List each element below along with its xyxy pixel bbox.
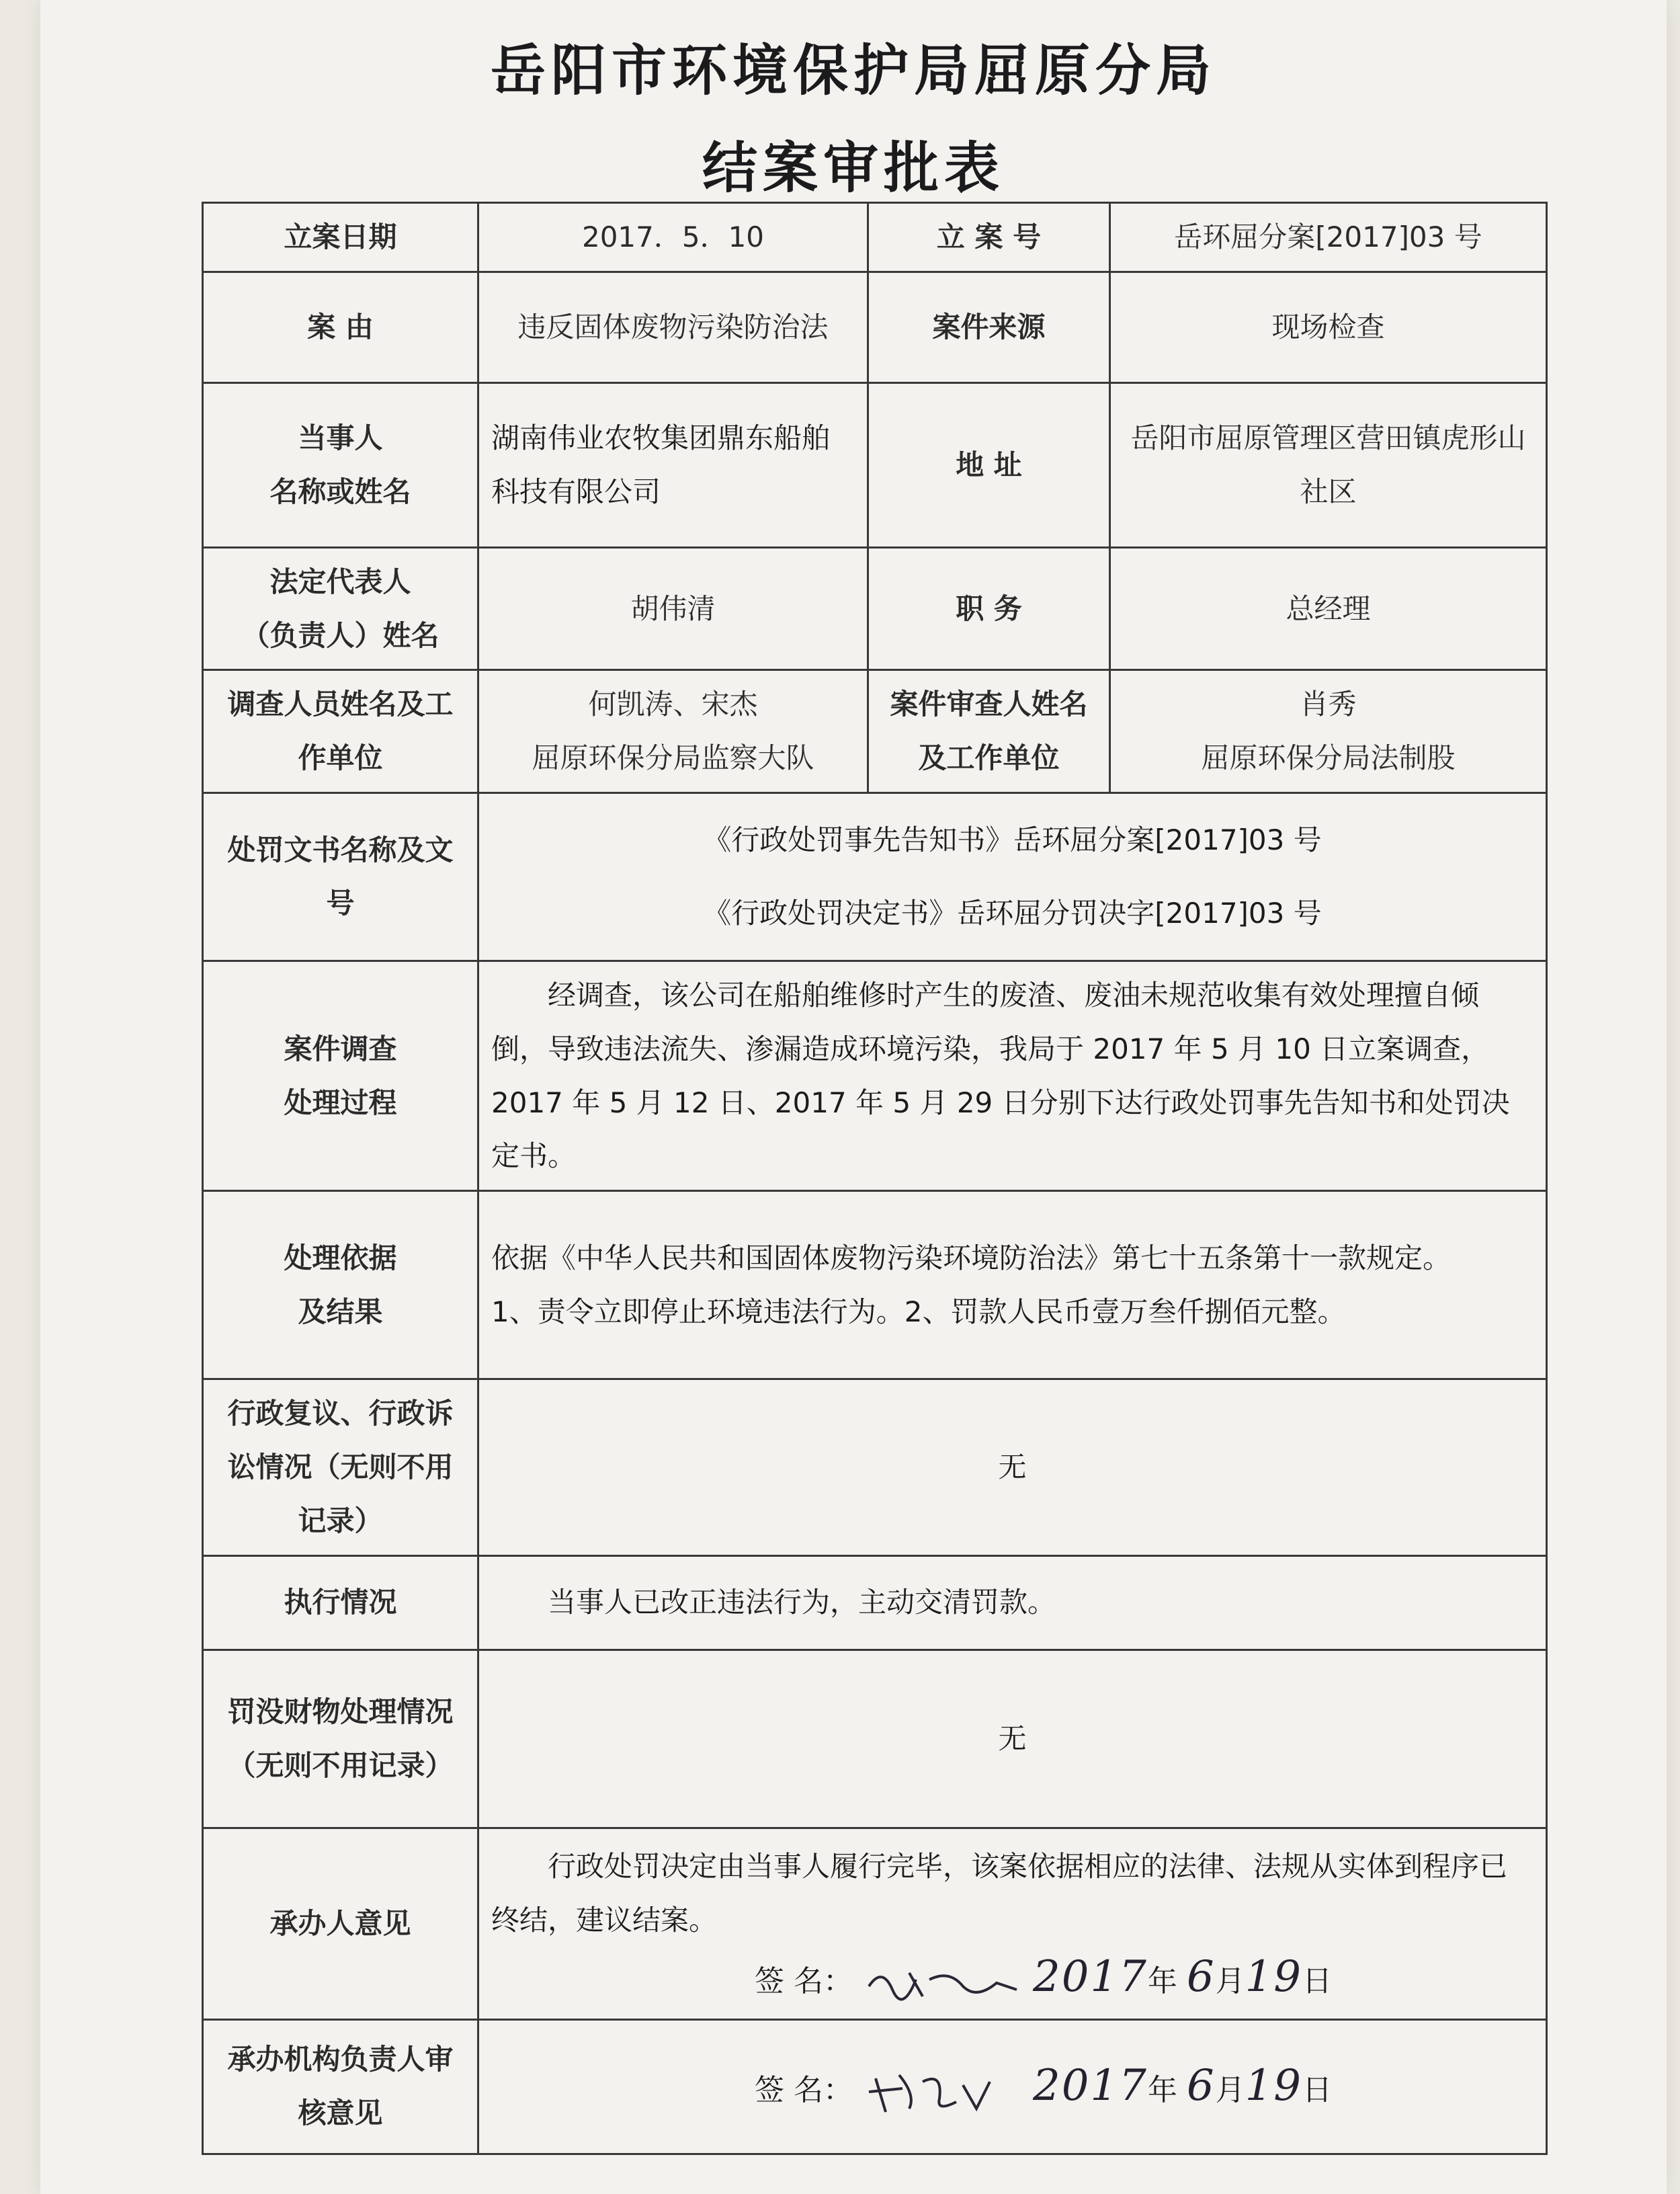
basis-text-1: 依据《中华人民共和国固体废物污染环境防治法》第七十五条第十一款规定。 [491, 1241, 1452, 1274]
review-label: 行政复议、行政诉讼情况（无则不用记录） [203, 1379, 478, 1555]
investigator-label: 调查人员姓名及工作单位 [203, 670, 478, 793]
org-title: 岳阳市环境保护局屈原分局 [490, 39, 1216, 103]
handler-value [478, 1828, 1547, 2019]
case-no-label: 立 案 号 [868, 203, 1110, 272]
handler-label: 承办人意见 [203, 1828, 478, 2019]
row-penalty-docs [203, 793, 1547, 961]
handler-sign-label: 签 名： [754, 1963, 853, 1998]
row-basis [203, 1191, 1547, 1379]
row-confiscation [203, 1650, 1547, 1828]
head-day-char: 日 [1302, 2073, 1332, 2108]
investigator-unit: 屈原环保分局监察大队 [532, 741, 814, 775]
basis-label-line2: 及结果 [298, 1295, 383, 1328]
handler-month-char: 月 [1215, 1963, 1245, 1998]
row-legal-rep [203, 547, 1547, 670]
handler-date-day: 19 [1245, 1951, 1302, 2002]
row-review [203, 1379, 1547, 1555]
penalty-doc-label: 处罚文书名称及文号 [203, 793, 478, 961]
basis-label-line1: 处理依据 [284, 1241, 397, 1274]
row-process [203, 961, 1547, 1190]
confiscation-value: 无 [478, 1650, 1547, 1828]
penalty-doc-value [478, 793, 1547, 961]
form-title: 结案审批表 [702, 136, 1005, 200]
position-value: 总经理 [1110, 547, 1547, 670]
head-year-char: 年 [1147, 2073, 1177, 2108]
handler-date-month: 6 [1186, 1951, 1216, 2002]
investigator-value [478, 670, 868, 793]
head-label: 承办机构负责人审核意见 [203, 2019, 478, 2154]
source-value: 现场检查 [1110, 272, 1547, 382]
address-value: 岳阳市屈原管理区营田镇虎形山社区 [1110, 382, 1547, 547]
filing-date-label: 立案日期 [203, 203, 478, 272]
reviewer-label: 案件审查人姓名及工作单位 [868, 670, 1110, 793]
filing-date-value: 2017．5．10 [478, 203, 868, 272]
investigator-names: 何凯涛、宋杰 [588, 688, 758, 721]
head-date-month: 6 [1186, 2061, 1216, 2111]
handler-signature-mark [862, 1959, 1023, 2006]
cause-label: 案 由 [203, 272, 478, 382]
head-signature-line [491, 2056, 1534, 2117]
row-head-opinion [203, 2019, 1547, 2154]
party-label-line2: 名称或姓名 [269, 475, 411, 508]
confiscation-label: 罚没财物处理情况（无则不用记录） [203, 1650, 478, 1828]
party-value: 湖南伟业农牧集团鼎东船舶科技有限公司 [478, 382, 868, 547]
process-text: 经调查，该公司在船舶维修时产生的废渣、废油未规范收集有效处理擅自倾倒，导致违法流失、渗漏造成环境污染，我局于 2017 年 5 月 10 日立案调查，2017 年 5 月 12 日、2017 年 5 月 29 日分别下达行政处罚事先告知书和处罚决定书。 [478, 961, 1547, 1190]
document-page [40, 0, 1667, 2194]
head-signature-mark [862, 2068, 1023, 2115]
process-label-line1: 案件调查 [284, 1032, 397, 1065]
exec-label: 执行情况 [203, 1555, 478, 1650]
row-cause [203, 272, 1547, 382]
party-label-line1: 当事人 [298, 421, 383, 454]
head-date-day: 19 [1245, 2061, 1302, 2111]
handler-text: 行政处罚决定由当事人履行完毕，该案依据相应的法律、法规从实体到程序已终结，建议结案。 [491, 1849, 1508, 1937]
basis-label [203, 1191, 478, 1379]
legal-rep-label [203, 547, 478, 670]
party-label [203, 382, 478, 547]
approval-table [202, 202, 1548, 2155]
head-date-year: 2017 [1032, 2061, 1148, 2111]
penalty-doc-1: 《行政处罚事先告知书》岳环屈分案[2017]03 号 [703, 823, 1322, 856]
row-handler-opinion [203, 1828, 1547, 2019]
process-label-line2: 处理过程 [284, 1086, 397, 1119]
review-value: 无 [478, 1379, 1547, 1555]
reviewer-unit: 屈原环保分局法制股 [1201, 741, 1456, 775]
source-label: 案件来源 [868, 272, 1110, 382]
cause-value: 违反固体废物污染防治法 [478, 272, 868, 382]
basis-value [478, 1191, 1547, 1379]
basis-text-2: 1、责令立即停止环境违法行为。2、罚款人民币壹万叁仟捌佰元整。 [491, 1295, 1346, 1328]
head-value [478, 2019, 1547, 2154]
reviewer-name: 肖秀 [1300, 688, 1357, 721]
handler-year-char: 年 [1147, 1963, 1177, 1998]
row-filing [203, 203, 1547, 272]
case-no-value: 岳环屈分案[2017]03 号 [1110, 203, 1547, 272]
head-sign-label: 签 名： [754, 2073, 853, 2108]
legal-rep-label-line1: 法定代表人 [269, 565, 411, 598]
row-party [203, 382, 1547, 547]
position-label: 职 务 [868, 547, 1110, 670]
row-execution [203, 1555, 1547, 1650]
process-label [203, 961, 478, 1190]
address-label: 地 址 [868, 382, 1110, 547]
handler-day-char: 日 [1302, 1963, 1332, 1998]
exec-value: 当事人已改正违法行为，主动交清罚款。 [478, 1555, 1547, 1650]
penalty-doc-2: 《行政处罚决定书》岳环屈分罚决字[2017]03 号 [703, 897, 1322, 930]
handler-signature-line [491, 1947, 1534, 2008]
head-month-char: 月 [1215, 2073, 1245, 2108]
handler-date-year: 2017 [1032, 1951, 1148, 2002]
legal-rep-value: 胡伟清 [478, 547, 868, 670]
reviewer-value [1110, 670, 1547, 793]
legal-rep-label-line2: （负责人）姓名 [241, 618, 439, 652]
row-investigator [203, 670, 1547, 793]
